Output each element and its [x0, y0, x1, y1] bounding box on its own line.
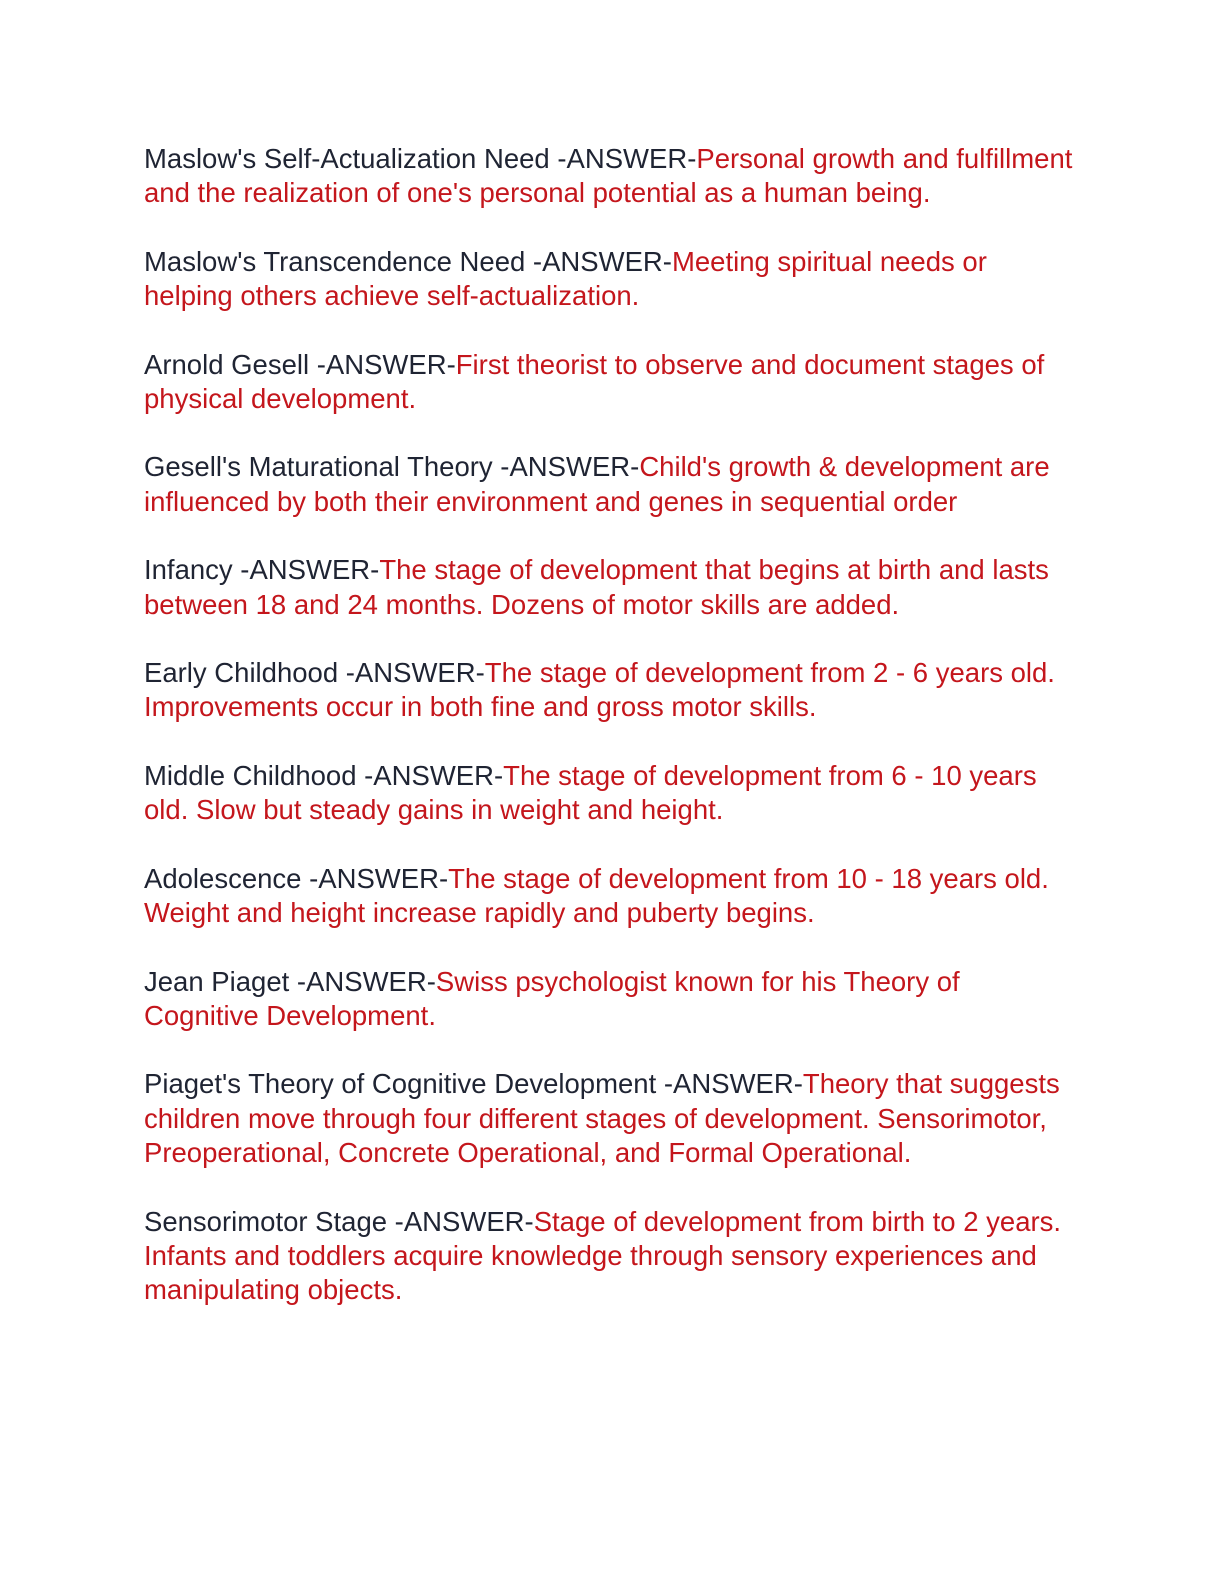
flashcard-entry-maturational-theory — [144, 450, 1079, 519]
entry-term: Maslow's Transcendence Need -ANSWER- — [144, 245, 672, 277]
flashcard-entry-cognitive-development — [144, 1067, 1079, 1170]
entry-term: Infancy -ANSWER- — [144, 554, 380, 586]
document-page — [144, 142, 1079, 1342]
entry-term: Middle Childhood -ANSWER- — [144, 759, 504, 791]
flashcard-entry-infancy — [144, 553, 1079, 622]
entry-term: Early Childhood -ANSWER- — [144, 657, 485, 689]
entry-answer: The stage of development from 10 - 18 years old. Weight and height increase rapidly and puberty begins. — [144, 862, 1049, 929]
flashcard-entry-self-actualization — [144, 142, 1079, 211]
entry-answer: Swiss psychologist known for his Theory of Cognitive Development. — [144, 965, 960, 1031]
flashcard-entry-arnold-gesell — [144, 348, 1079, 417]
flashcard-entry-jean-piaget — [144, 965, 1079, 1034]
flashcard-entry-adolescence — [144, 862, 1079, 931]
flashcard-entry-sensorimotor-stage — [144, 1205, 1079, 1308]
entry-answer: The stage of development from 2 - 6 years old. Improvements occur in both fine and gross motor skills. — [144, 657, 1055, 723]
entry-answer: Meeting spiritual needs or helping others achieve self-actualization. — [144, 245, 987, 312]
entry-term: Jean Piaget -ANSWER- — [144, 965, 436, 997]
entry-answer: Theory that suggests children move through four different stages of development. Sensorimotor, Preoperational, Concrete Operational, and Formal Operational. — [144, 1068, 1060, 1169]
entry-answer: The stage of development from 6 - 10 years old. Slow but steady gains in weight and height. — [144, 759, 1037, 826]
flashcard-entry-early-childhood — [144, 656, 1079, 725]
entry-answer: Personal growth and fulfillment and the realization of one's personal potential as a human being. — [144, 143, 1073, 209]
entry-term: Adolescence -ANSWER- — [144, 862, 449, 894]
entry-answer: The stage of development that begins at birth and lasts between 18 and 24 months. Dozens of motor skills are added. — [144, 554, 1049, 620]
entry-term: Gesell's Maturational Theory -ANSWER- — [144, 451, 640, 483]
entry-answer: First theorist to observe and document stages of physical development. — [144, 348, 1045, 415]
entry-answer: Stage of development from birth to 2 years. Infants and toddlers acquire knowledge through sensory experiences and manipulating objects. — [144, 1205, 1062, 1306]
entry-term: Maslow's Self-Actualization Need -ANSWER- — [144, 143, 697, 174]
entry-term: Sensorimotor Stage -ANSWER- — [144, 1205, 534, 1237]
entry-answer: Child's growth & development are influenced by both their environment and genes in sequential order — [144, 451, 1050, 517]
entry-term: Piaget's Theory of Cognitive Development -ANSWER- — [144, 1068, 803, 1100]
flashcard-entry-middle-childhood — [144, 759, 1079, 828]
entry-term: Arnold Gesell -ANSWER- — [144, 348, 456, 380]
flashcard-entry-transcendence — [144, 245, 1079, 314]
